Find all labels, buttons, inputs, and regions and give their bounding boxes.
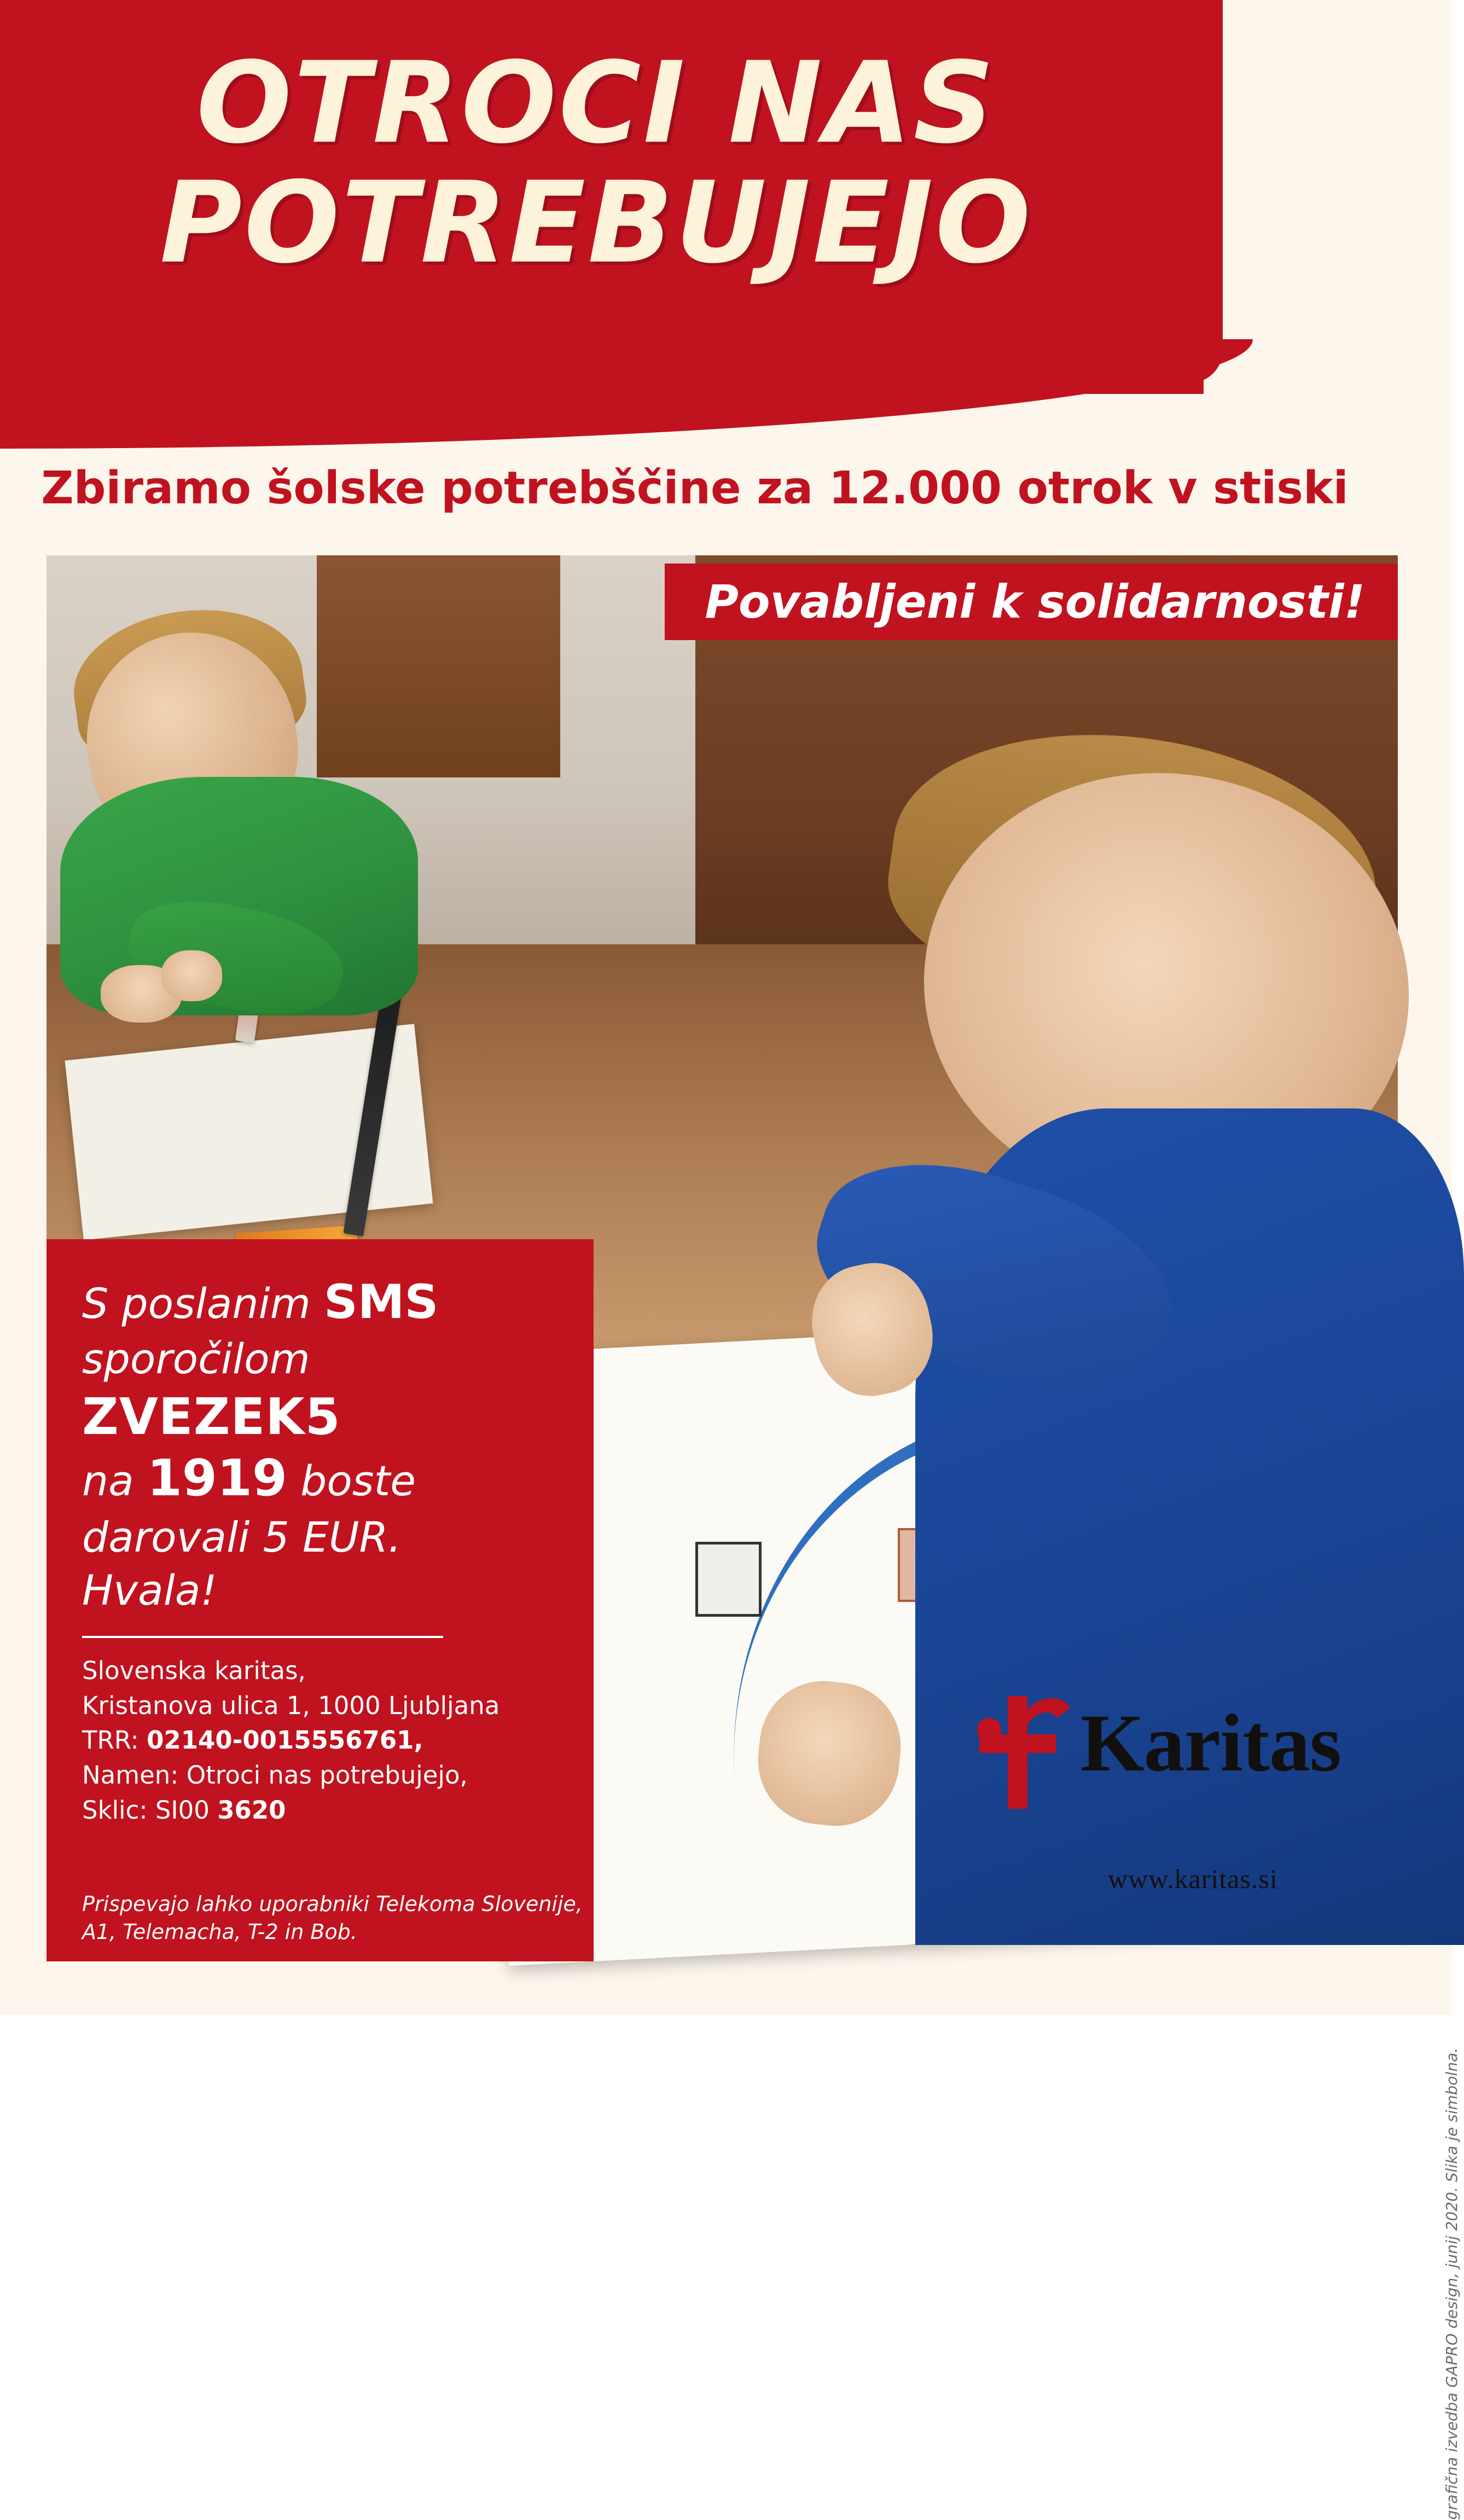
banner-curve xyxy=(0,339,1253,449)
sms-line-1-prefix: S poslanim xyxy=(82,1279,324,1328)
address-purpose: Namen: Otroci nas potrebujejo, xyxy=(82,1761,468,1790)
address-block xyxy=(82,1653,558,1828)
subtitle-prefix: Zbiramo šolske potrebščine za xyxy=(41,462,829,514)
sms-line-1 xyxy=(82,1272,558,1332)
address-trr xyxy=(82,1723,558,1758)
sms-line-3-prefix: na xyxy=(82,1456,147,1506)
sms-line-3 xyxy=(82,1446,558,1511)
sms-line-3-suffix: boste xyxy=(287,1456,416,1506)
trr-value: 02140-0015556761, xyxy=(147,1726,423,1755)
karitas-cross-icon xyxy=(963,1694,1072,1809)
photo-child-right-hand-2 xyxy=(752,1675,907,1833)
sms-shortcode: 1919 xyxy=(147,1449,287,1508)
address-reference xyxy=(82,1793,558,1828)
sms-keyword-sms: SMS xyxy=(323,1275,439,1329)
subtitle xyxy=(0,462,1390,514)
sms-code: ZVEZEK5 xyxy=(82,1387,341,1447)
trr-label: TRR: xyxy=(82,1726,147,1755)
headline-banner xyxy=(0,0,1453,432)
karitas-website: www.karitas.si xyxy=(1108,1863,1278,1894)
sms-line-4: darovali 5 EUR. xyxy=(82,1513,402,1562)
solidarity-ribbon xyxy=(665,564,1398,640)
headline-line-1: OTROCI NAS xyxy=(196,38,997,169)
subtitle-number: 12.000 xyxy=(828,462,1002,514)
footnote-line-2: A1, Telemacha, T-2 in Bob. xyxy=(82,1920,357,1944)
subtitle-suffix: otrok v stiski xyxy=(1002,462,1349,514)
divider xyxy=(82,1636,443,1638)
karitas-logo xyxy=(963,1691,1346,1849)
sms-line-2: sporočilom xyxy=(82,1334,310,1384)
sms-donation-box xyxy=(47,1239,594,1868)
page-title xyxy=(0,38,1193,289)
photo-child-left-hand-2 xyxy=(161,950,222,1001)
karitas-wordmark: Karitas xyxy=(1080,1698,1341,1789)
ref-value: 3620 xyxy=(217,1796,286,1825)
headline-line-2: POTREBUJEJO xyxy=(160,158,1033,289)
ref-label: Sklic: SI00 xyxy=(82,1796,218,1825)
address-street: Kristanova ulica 1, 1000 Ljubljana xyxy=(82,1691,500,1720)
address-org: Slovenska karitas, xyxy=(82,1656,306,1685)
sms-line-5: Hvala! xyxy=(82,1566,217,1615)
ribbon-label: Povabljeni k solidarnosti! xyxy=(705,575,1365,629)
photo-child-left xyxy=(60,611,736,1334)
design-credit: grafična izvedba GAPRO design, junij 2020. Slika je simbolna. xyxy=(1443,2047,1461,2520)
footnote-line-1: Prispevajo lahko uporabniki Telekoma Slovenije, xyxy=(82,1892,583,1916)
footnote xyxy=(82,1890,607,1947)
